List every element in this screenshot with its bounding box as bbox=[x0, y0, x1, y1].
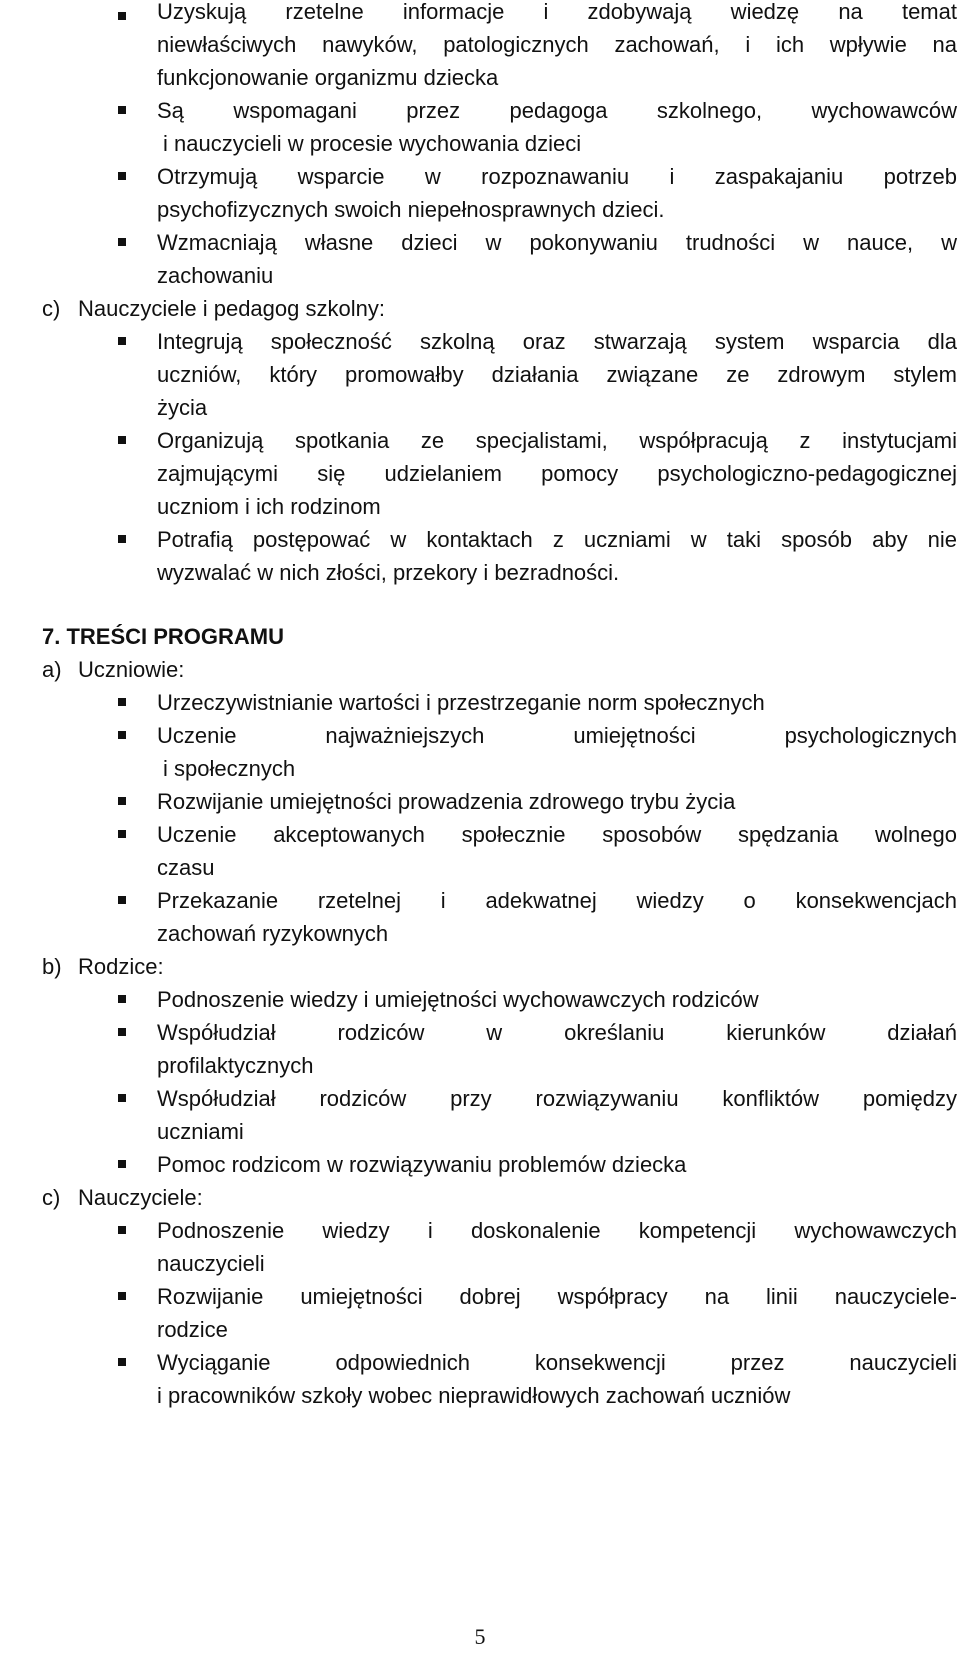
section-label bbox=[42, 1181, 203, 1215]
section-label bbox=[42, 292, 385, 326]
list-item-line: i nauczycieli w procesie wychowania dzieci bbox=[163, 131, 582, 156]
list-item-line: zachowań ryzykownych bbox=[157, 921, 389, 946]
square-bullet-icon bbox=[118, 535, 126, 543]
list-item-line: Przekazanie rzetelnej i adekwatnej wiedzy o konsekwencjach bbox=[157, 888, 957, 913]
square-bullet-icon bbox=[118, 1226, 126, 1234]
list-item-line: życia bbox=[157, 395, 208, 420]
list-item-line: niewłaściwych nawyków, patologicznych zachowań, i ich wpływie na bbox=[157, 32, 957, 57]
list-item-line: Podnoszenie wiedzy i doskonalenie kompetencji wychowawczych bbox=[157, 1218, 957, 1243]
list-item-line: Podnoszenie wiedzy i umiejętności wychowawczych rodziców bbox=[157, 987, 759, 1012]
list-item-line: Współudział rodziców przy rozwiązywaniu konfliktów pomiędzy bbox=[157, 1086, 957, 1111]
section-marker: b) bbox=[42, 954, 62, 979]
section-marker: c) bbox=[42, 296, 61, 321]
list-item-line: Urzeczywistnianie wartości i przestrzeganie norm społecznych bbox=[157, 690, 765, 715]
square-bullet-icon bbox=[118, 238, 126, 246]
square-bullet-icon bbox=[118, 1358, 126, 1366]
square-bullet-icon bbox=[118, 896, 126, 904]
section-marker: a) bbox=[42, 657, 62, 682]
square-bullet-icon bbox=[118, 797, 126, 805]
square-bullet-icon bbox=[118, 1292, 126, 1300]
square-bullet-icon bbox=[118, 830, 126, 838]
list-item-line: i pracowników szkoły wobec nieprawidłowych zachowań uczniów bbox=[157, 1383, 791, 1408]
list-item-line: uczniami bbox=[157, 1119, 244, 1144]
list-item-line: uczniom i ich rodzinom bbox=[157, 494, 381, 519]
list-item-line: i społecznych bbox=[163, 756, 296, 781]
section-label bbox=[42, 653, 185, 687]
list-item-line: Otrzymują wsparcie w rozpoznawaniu i zaspakajaniu potrzeb bbox=[157, 164, 957, 189]
list-item-line: rodzice bbox=[157, 1317, 228, 1342]
list-item-line: Współudział rodziców w określaniu kierunków działań bbox=[157, 1020, 957, 1045]
section-label-text: Nauczyciele i pedagog szkolny: bbox=[78, 296, 385, 321]
list-item-line: zachowaniu bbox=[157, 263, 274, 288]
section-label-text: Uczniowie: bbox=[78, 657, 185, 682]
section-label-text: Rodzice: bbox=[78, 954, 164, 979]
square-bullet-icon bbox=[118, 1028, 126, 1036]
section-marker: c) bbox=[42, 1185, 61, 1210]
square-bullet-icon bbox=[118, 172, 126, 180]
list-item-line: Są wspomagani przez pedagoga szkolnego, wychowawców bbox=[157, 98, 957, 123]
list-item-line: zajmującymi się udzielaniem pomocy psychologiczno-pedagogicznej bbox=[157, 461, 957, 486]
list-item-line: wyzwalać w nich złości, przekory i bezradności. bbox=[157, 560, 620, 585]
list-item-line: Uzyskują rzetelne informacje i zdobywają wiedzę na temat bbox=[157, 0, 957, 24]
section-heading: 7. TREŚCI PROGRAMU bbox=[42, 624, 285, 649]
section-label-text: Nauczyciele: bbox=[78, 1185, 203, 1210]
list-item-line: czasu bbox=[157, 855, 215, 880]
square-bullet-icon bbox=[118, 698, 126, 706]
page-number: 5 bbox=[474, 1624, 486, 1649]
list-item-line: Uczenie akceptowanych społecznie sposobów spędzania wolnego bbox=[157, 822, 957, 847]
list-item-line: psychofizycznych swoich niepełnosprawnych dzieci. bbox=[157, 197, 665, 222]
list-item-line: Potrafią postępować w kontaktach z uczniami w taki sposób aby nie bbox=[157, 527, 957, 552]
square-bullet-icon bbox=[118, 436, 126, 444]
list-item-line: Wyciąganie odpowiednich konsekwencji przez nauczycieli bbox=[157, 1350, 957, 1375]
list-item-line: Rozwijanie umiejętności prowadzenia zdrowego trybu życia bbox=[157, 789, 736, 814]
list-item-line: Wzmacniają własne dzieci w pokonywaniu trudności w nauce, w bbox=[157, 230, 957, 255]
square-bullet-icon bbox=[118, 731, 126, 739]
list-item-line: funkcjonowanie organizmu dziecka bbox=[157, 65, 499, 90]
square-bullet-icon bbox=[118, 995, 126, 1003]
section-label bbox=[42, 950, 164, 984]
square-bullet-icon bbox=[118, 12, 126, 20]
list-item-line: Organizują spotkania ze specjalistami, współpracują z instytucjami bbox=[157, 428, 957, 453]
list-item-line: uczniów, który promowałby działania związane ze zdrowym stylem bbox=[157, 362, 957, 387]
square-bullet-icon bbox=[118, 1094, 126, 1102]
list-item-line: Uczenie najważniejszych umiejętności psychologicznych bbox=[157, 723, 957, 748]
list-item-line: Pomoc rodzicom w rozwiązywaniu problemów dziecka bbox=[157, 1152, 687, 1177]
list-item-line: Rozwijanie umiejętności dobrej współpracy na linii nauczyciele- bbox=[157, 1284, 957, 1309]
list-item-line: profilaktycznych bbox=[157, 1053, 314, 1078]
square-bullet-icon bbox=[118, 1160, 126, 1168]
list-item-line: nauczycieli bbox=[157, 1251, 265, 1276]
square-bullet-icon bbox=[118, 106, 126, 114]
list-item-line: Integrują społeczność szkolną oraz stwarzają system wsparcia dla bbox=[157, 329, 957, 354]
square-bullet-icon bbox=[118, 337, 126, 345]
